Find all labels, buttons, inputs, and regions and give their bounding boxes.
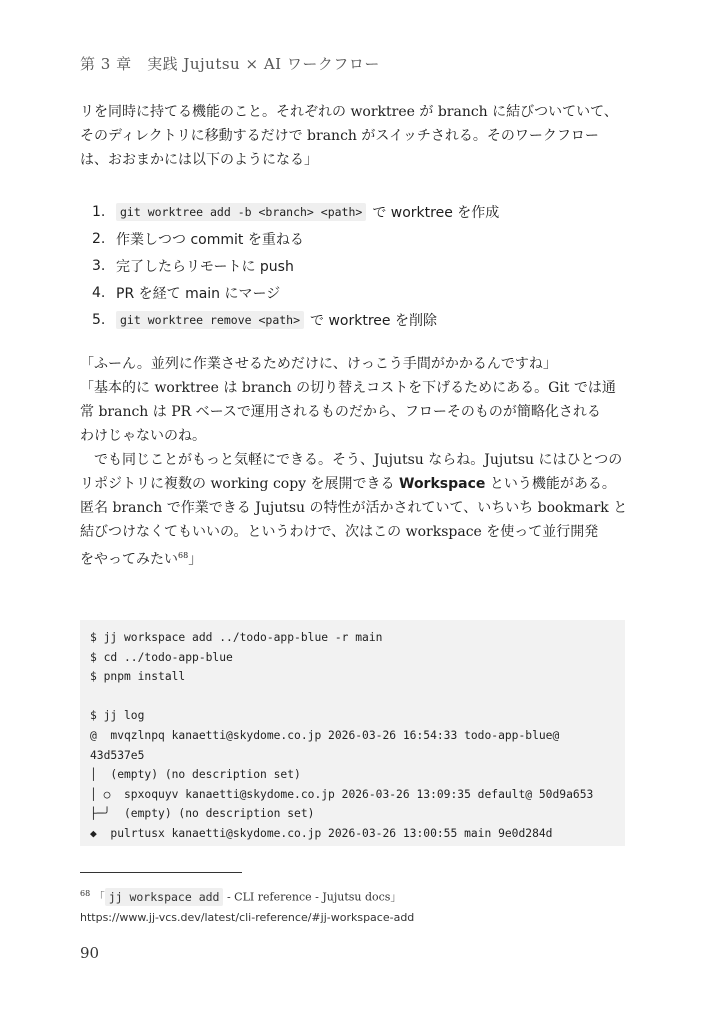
step-number: 4. [92,284,106,301]
code-line [90,687,615,707]
code-line: │ ○ spxoquyv kanaetti@skydome.co.jp 2026-03-26 13:09:35 default@ 50d9a653 [90,787,594,801]
footnote-code: jj workspace add [105,888,224,906]
code-line: │ (empty) (no description set) [90,768,301,782]
footnote-divider [80,872,242,873]
code-line: $ jj log [90,709,145,723]
code-line: ├─╯ (empty) (no description set) [90,807,315,821]
code-line: $ jj workspace add ../todo-app-blue -r main [90,631,383,644]
footnote-url-link[interactable]: https://www.jj-vcs.dev/latest/cli-reference/#jj-workspace-add [80,910,415,924]
dialogue-line [80,544,640,572]
text-span: 」 [188,551,203,568]
intro-line: そのディレクトリに移動するだけで branch がスイッチされる。そのワークフロー [80,128,599,144]
dialogue-line: わけじゃないのね。 [80,428,206,444]
footnote-ref[interactable]: 68 [178,551,189,560]
list-item [92,306,632,333]
list-item [92,198,632,225]
intro-line: リを同時に持てる機能のこと。それぞれの worktree が branch に結びついていて、 [80,104,618,120]
step-text: 作業しつつ commit を重ねる [116,231,304,248]
code-line: @ mvqzlnpq kanaetti@skydome.co.jp 2026-03-26 16:54:33 todo-app-blue@ [90,728,560,742]
step-number: 2. [92,230,106,247]
text-span: リポジトリに複数の working copy を展開できる [80,476,399,492]
code-line: $ cd ../todo-app-blue [90,650,233,664]
dialogue-line: でも同じことがもっと気軽にできる。そう、Jujutsu ならね。Jujutsu にはひとつの [80,452,623,468]
intro-line: は、おおまかには以下のようになる」 [80,152,318,168]
dialogue-line: 結びつけなくてもいいの。というわけで、次はこの workspace を使って並行開発 [80,524,599,540]
dialogue-line: 「ふーん。並列に作業させるためだけに、けっこう手間がかかるんですね」 [80,356,557,372]
dialogue-line: 常 branch は PR ベースで運用されるものだから、フローそのものが簡略化される [80,404,601,420]
page-number: 90 [80,944,100,962]
text-span: という機能がある。 [485,476,616,492]
step-text: で worktree を作成 [372,204,500,221]
code-line: 43d537e5 [90,748,145,762]
step-number: 1. [92,203,106,220]
list-item [92,252,632,279]
list-item [92,225,632,252]
code-block [80,620,625,846]
footnote [80,884,414,928]
text-span: 「 [93,890,105,904]
code-line: $ pnpm install [90,670,186,684]
code-line: ◆ pulrtusx kanaetti@skydome.co.jp 2026-03-26 13:00:55 main 9e0d284d [90,826,553,840]
step-number: 3. [92,257,106,274]
text-span: をやってみたい [80,551,178,568]
text-span: - CLI reference - Jujutsu docs」 [223,890,402,904]
step-number: 5. [92,311,106,328]
list-item [92,279,632,306]
workspace-term: Workspace [399,476,486,492]
step-code: git worktree add -b <branch> <path> [116,203,366,221]
steps-list [92,198,632,333]
dialogue-line: 「基本的に worktree は branch の切り替えコストを下げるためにある。Git では通 [80,380,616,396]
step-text: で worktree を削除 [310,312,437,329]
chapter-header: 第 3 章 実践 Jujutsu × AI ワークフロー [80,55,380,73]
dialogue-line [80,472,640,496]
dialogue-line: 匿名 branch で作業できる Jujutsu の特性が活かされていて、いちいち bookmark と [80,500,628,516]
step-text: 完了したらリモートに push [116,258,294,275]
footnote-number: 68 [80,889,91,898]
footnote-citation [80,884,414,908]
step-text: PR を経て main にマージ [116,285,281,302]
intro-paragraph [80,100,640,172]
dialogue-paragraph [80,352,640,572]
step-code: git worktree remove <path> [116,311,304,329]
